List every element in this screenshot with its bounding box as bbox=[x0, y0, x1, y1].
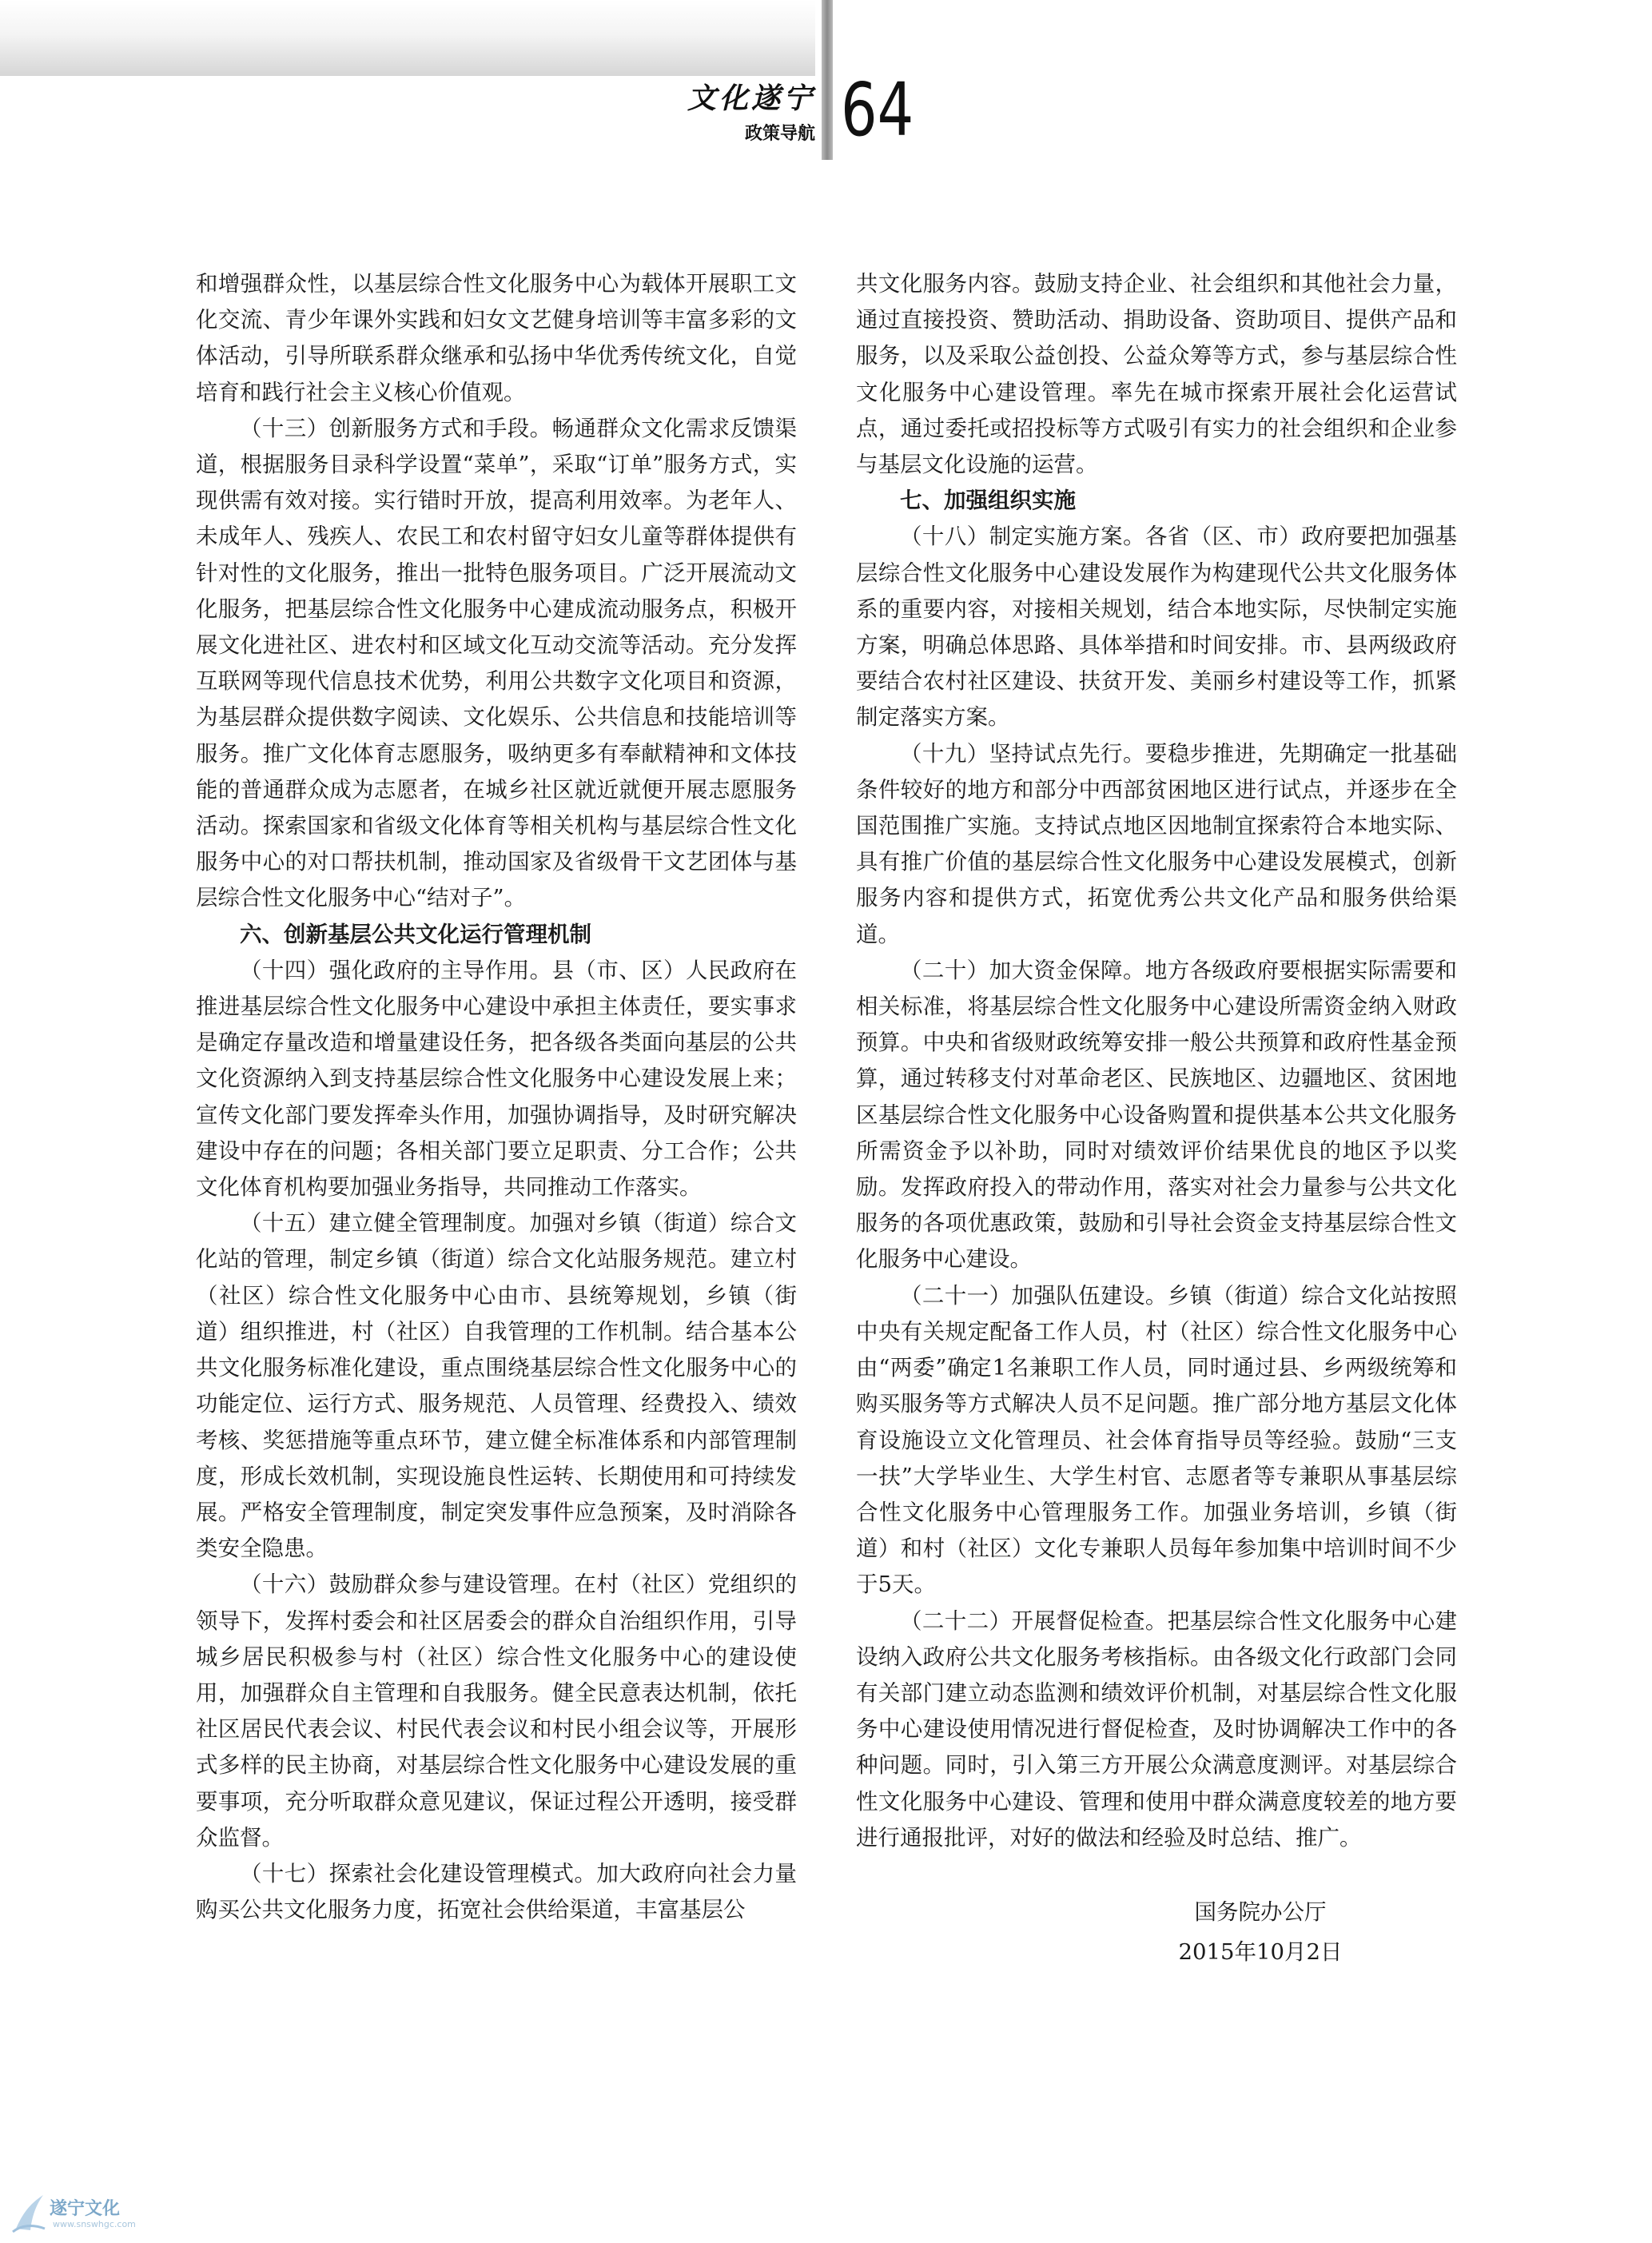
paragraph: （十三）创新服务方式和手段。畅通群众文化需求反馈渠道，根据服务目录科学设置“菜单”，采取“订单”服务方式，实现供需有效对接。实行错时开放，提高利用效率。为老年人、未成年人、残疾人、农民工和农村留守妇女儿童等群体提供有针对性的文化服务，推出一批特色服务项目。广泛开展流动文化服务，把基层综合性文化服务中心建成流动服务点，积极开展文化进社区、进农村和区域文化互动交流等活动。充分发挥互联网等现代信息技术优势，利用公共数字文化项目和资源，为基层群众提供数字阅读、文化娱乐、公共信息和技能培训等服务。推广文化体育志愿服务，吸纳更多有奉献精神和文体技能的普通群众成为志愿者，在城乡社区就近就便开展志愿服务活动。探索国家和省级文化体育等相关机构与基层综合性文化服务中心的对口帮扶机制，推动国家及省级骨干文艺团体与基层综合性文化服务中心“结对子”。 bbox=[196, 415, 797, 911]
signature-date: 2015年10月2日 bbox=[1178, 1938, 1343, 1965]
section-name: 政策导航 bbox=[744, 124, 815, 144]
paragraph: （十九）坚持试点先行。要稳步推进，先期确定一批基础条件较好的地方和部分中西部贫困地区进行试点，并逐步在全国范围推广实施。支持试点地区因地制宜探索符合本地实际、具有推广价值的基层综合性文化服务中心建设发展模式，创新服务内容和提供方式，拓宽优秀公共文化产品和服务供给渠道。 bbox=[856, 740, 1457, 947]
signature-block bbox=[856, 1892, 1457, 1972]
watermark-url: www.snswhgc.com bbox=[53, 2219, 136, 2229]
left-column bbox=[196, 266, 797, 1928]
page-number: 64 bbox=[841, 67, 914, 153]
magazine-title: 文化遂宁 bbox=[687, 82, 816, 115]
paragraph: （十四）强化政府的主导作用。县（市、区）人民政府在推进基层综合性文化服务中心建设中承担主体责任，要实事求是确定存量改造和增量建设任务，把各级各类面向基层的公共文化资源纳入到支持基层综合性文化服务中心建设发展上来；宣传文化部门要发挥牵头作用，加强协调指导，及时研究解决建设中存在的问题；各相关部门要立足职责、分工合作；公共文化体育机构要加强业务指导，共同推动工作落实。 bbox=[196, 957, 797, 1201]
paragraph: （十七）探索社会化建设管理模式。加大政府向社会力量购买公共文化服务力度，拓宽社会供给渠道，丰富基层公 bbox=[196, 1860, 797, 1923]
header-divider bbox=[822, 0, 833, 160]
logo-icon bbox=[11, 2190, 48, 2235]
paragraph: 和增强群众性，以基层综合性文化服务中心为载体开展职工文化交流、青少年课外实践和妇女文艺健身培训等丰富多彩的文体活动，引导所联系群众继承和弘扬中华优秀传统文化，自觉培育和践行社会主义核心价值观。 bbox=[196, 271, 797, 405]
section-heading: 六、创新基层公共文化运行管理机制 bbox=[240, 921, 591, 947]
header-band bbox=[0, 0, 815, 76]
paragraph: （十六）鼓励群众参与建设管理。在村（社区）党组织的领导下，发挥村委会和社区居委会的群众自治组织作用，引导城乡居民积极参与村（社区）综合性文化服务中心的建设使用，加强群众自主管理和自我服务。健全民意表达机制，依托社区居民代表会议、村民代表会议和村民小组会议等，开展形式多样的民主协商，对基层综合性文化服务中心建设发展的重要事项，充分听取群众意见建议，保证过程公开透明，接受群众监督。 bbox=[196, 1572, 797, 1851]
paragraph: （十五）建立健全管理制度。加强对乡镇（街道）综合文化站的管理，制定乡镇（街道）综合文化站服务规范。建立村（社区）综合性文化服务中心由市、县统筹规划，乡镇（街道）组织推进，村（社区）自我管理的工作机制。结合基本公共文化服务标准化建设，重点围绕基层综合性文化服务中心的功能定位、运行方式、服务规范、人员管理、经费投入、绩效考核、奖惩措施等重点环节，建立健全标准体系和内部管理制度，形成长效机制，实现设施良性运转、长期使用和可持续发展。严格安全管理制度，制定突发事件应急预案，及时消除各类安全隐患。 bbox=[196, 1210, 797, 1562]
signature-org: 国务院办公厅 bbox=[1194, 1898, 1327, 1925]
paragraph: （二十一）加强队伍建设。乡镇（街道）综合文化站按照中央有关规定配备工作人员，村（社区）综合性文化服务中心由“两委”确定1名兼职工作人员，同时通过县、乡两级统筹和购买服务等方式解决人员不足问题。推广部分地方基层文化体育设施设立文化管理员、社会体育指导员等经验。鼓励“三支一扶”大学毕业生、大学生村官、志愿者等专兼职从事基层综合性文化服务中心管理服务工作。加强业务培训，乡镇（街道）和村（社区）文化专兼职人员每年参加集中培训时间不少于5天。 bbox=[856, 1282, 1457, 1598]
right-column bbox=[856, 266, 1457, 1972]
paragraph: （二十）加大资金保障。地方各级政府要根据实际需要和相关标准，将基层综合性文化服务中心建设所需资金纳入财政预算。中央和省级财政统筹安排一般公共预算和政府性基金预算，通过转移支付对革命老区、民族地区、边疆地区、贫困地区基层综合性文化服务中心设备购置和提供基本公共文化服务所需资金予以补助，同时对绩效评价结果优良的地区予以奖励。发挥政府投入的带动作用，落实对社会力量参与公共文化服务的各项优惠政策，鼓励和引导社会资金支持基层综合性文化服务中心建设。 bbox=[856, 957, 1457, 1273]
watermark-text: 遂宁文化 bbox=[50, 2199, 121, 2219]
paragraph: 共文化服务内容。鼓励支持企业、社会组织和其他社会力量，通过直接投资、赞助活动、捐助设备、资助项目、提供产品和服务，以及采取公益创投、公益众筹等方式，参与基层综合性文化服务中心建设管理。率先在城市探索开展社会化运营试点，通过委托或招投标等方式吸引有实力的社会组织和企业参与基层文化设施的运营。 bbox=[856, 271, 1457, 478]
paragraph: （十八）制定实施方案。各省（区、市）政府要把加强基层综合性文化服务中心建设发展作为构建现代公共文化服务体系的重要内容，对接相关规划，结合本地实际，尽快制定实施方案，明确总体思路、具体举措和时间安排。市、县两级政府要结合农村社区建设、扶贫开发、美丽乡村建设等工作，抓紧制定落实方案。 bbox=[856, 524, 1457, 731]
watermark-logo bbox=[11, 2190, 171, 2238]
paragraph: （二十二）开展督促检查。把基层综合性文化服务中心建设纳入政府公共文化服务考核指标。由各级文化行政部门会同有关部门建立动态监测和绩效评价机制，对基层综合性文化服务中心建设使用情况进行督促检查，及时协调解决工作中的各种问题。同时，引入第三方开展公众满意度测评。对基层综合性文化服务中心建设、管理和使用中群众满意度较差的地方要进行通报批评，对好的做法和经验及时总结、推广。 bbox=[856, 1608, 1457, 1851]
section-heading: 七、加强组织实施 bbox=[900, 488, 1076, 514]
